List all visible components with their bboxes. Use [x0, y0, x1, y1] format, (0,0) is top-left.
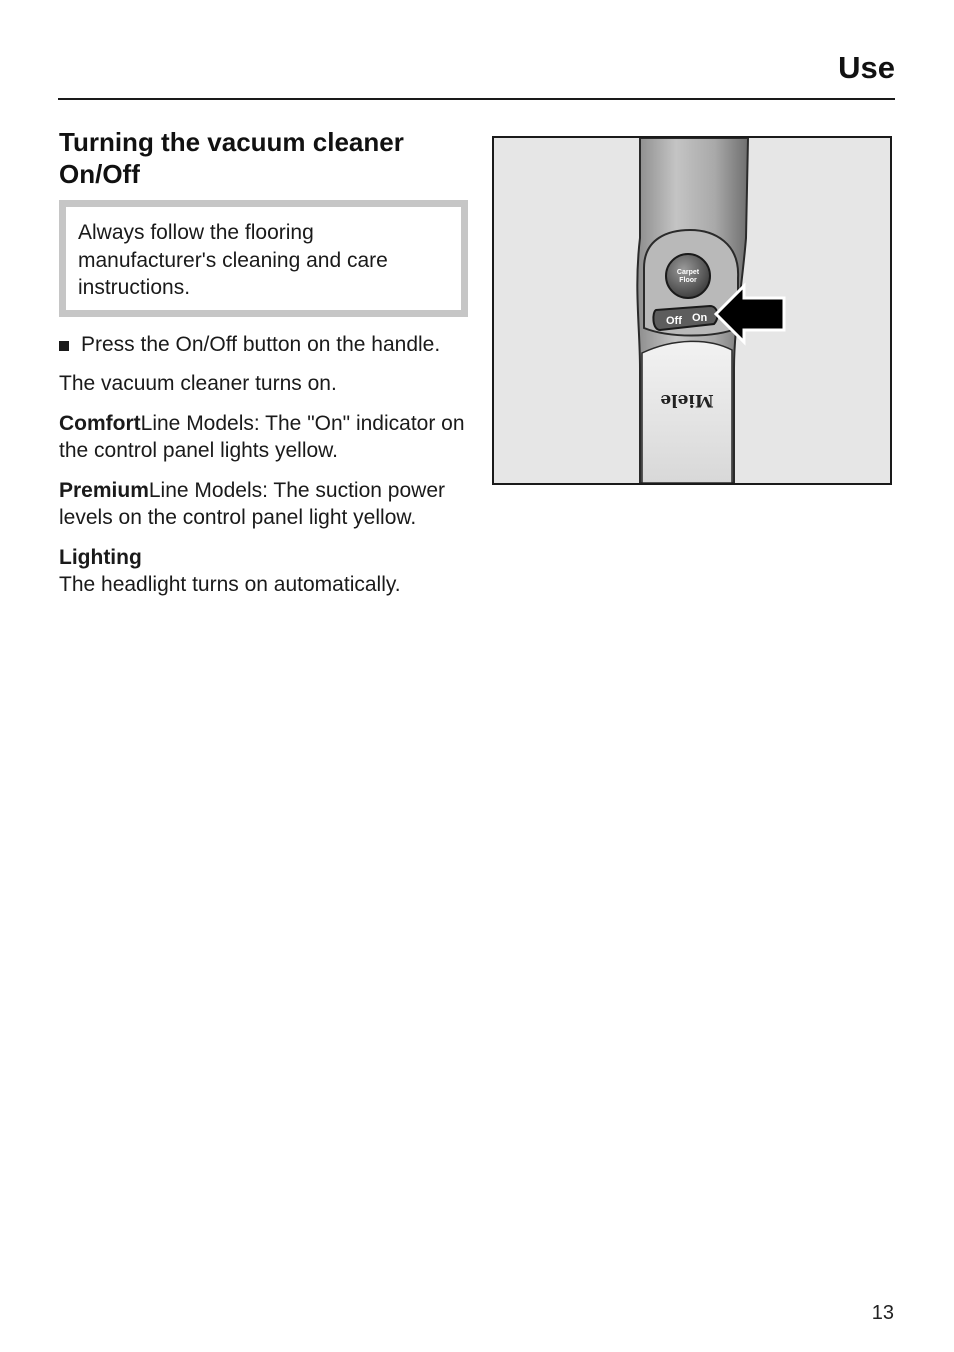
- instruction-text: Press the On/Off button on the handle.: [81, 332, 441, 356]
- handle-grip: [642, 341, 732, 483]
- page-number: 13: [871, 1302, 894, 1324]
- carpet-label: Carpet: [676, 269, 700, 276]
- content-column: [59, 126, 469, 611]
- switch-off-label: Off: [666, 315, 682, 327]
- lighting-text: The headlight turns on automatically.: [59, 573, 401, 596]
- handle-illustration: [492, 136, 892, 485]
- carpet-floor-button-icon: [666, 254, 710, 298]
- floor-label: Floor: [679, 277, 697, 284]
- comfort-paragraph: [59, 410, 469, 465]
- lighting-title: Lighting: [59, 545, 142, 569]
- note-box: [59, 200, 468, 317]
- section-title: Use: [838, 50, 895, 85]
- header-rule: [58, 98, 895, 100]
- lighting-paragraph: [59, 544, 469, 599]
- result-text: The vacuum cleaner turns on.: [59, 372, 337, 395]
- brand-logo: Miele: [660, 390, 714, 410]
- bullet-square-icon: [59, 341, 69, 351]
- comfort-label: Comfort: [59, 411, 141, 435]
- section-heading: Turning the vacuum cleaner On/Off: [59, 127, 404, 189]
- premium-paragraph: [59, 477, 469, 532]
- switch-on-label: On: [692, 312, 708, 324]
- vacuum-handle-drawing: [494, 138, 890, 483]
- instruction-bullet: [59, 331, 469, 359]
- premium-label: Premium: [59, 478, 149, 502]
- premium-text: Line Models: The suction power levels on the control panel light yellow.: [59, 478, 445, 529]
- note-text: Always follow the flooring manufacturer's cleaning and care instructions.: [78, 221, 388, 299]
- comfort-text: Line Models: The "On" indicator on the control panel lights yellow.: [59, 411, 465, 462]
